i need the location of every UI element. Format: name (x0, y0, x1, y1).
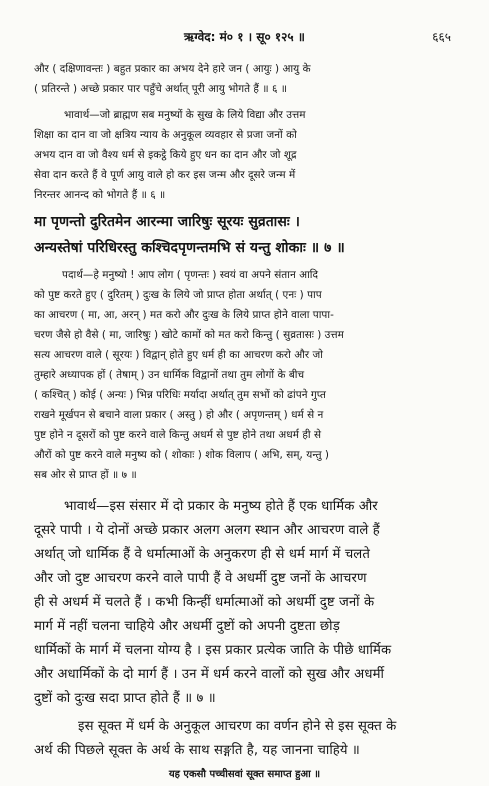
text-line: तुम्हारे अध्यापक हों ( तेषाम् ) उन धार्मिक विद्वानों तथा तुम लोगों के बीच (34, 369, 305, 381)
text-line: ( प्रतिरन्ते ) अच्छे प्रकार पार पहुँचे अर्थात् पूरी आयु भोगते हैं ॥ ६ ॥ (34, 83, 288, 95)
text-line: दुष्टों को दुःख सदा प्राप्त होते हैं ॥ ७ ॥ (34, 691, 216, 706)
text-line: का आचरण ( मा, आ, अरन् ) मत करो और दुःख के लिये प्राप्त होने वाला पापा- (34, 309, 334, 321)
running-header (0, 28, 489, 46)
text-line: अर्थात् जो धार्मिक हैं वे धर्मात्माओं के अनुकरण ही से धर्म मार्ग में चलते (34, 547, 370, 562)
text-line: और ( दक्षिणावन्तः ) बहुत प्रकार का अभय देने हारे जन ( आयुः ) आयु के (34, 63, 311, 75)
text-line: चरण जैसे हो वैसे ( मा, जारिषुः ) खोटे कामों को मत करो किन्तु ( सुव्रतासः ) उत्तम (34, 329, 344, 341)
text-line: दूसरे पापी । ये दोनों अच्छे प्रकार अलग अलग स्थान और आचरण वाले हैं (34, 523, 380, 538)
text-line: और जो दुष्ट आचरण करने वाले पापी हैं वे अधर्मी दुष्ट जनों के आचरण (34, 571, 367, 586)
text-line: को पुष्ट करते हुए ( दुरितम् ) दुःख के लिये जो प्राप्त होता अर्थात् ( एनः ) पाप (34, 289, 322, 301)
text-line: सेवा दान करते हैं वे पूर्ण आयु वाले हो कर इस जन्म और दूसरे जन्म में (34, 169, 296, 181)
padarth-heading-line: पदार्थ—हे मनुष्यो ! आप लोग ( पृणन्तः ) स्वयं वा अपने संतान आदि (62, 269, 319, 281)
page-number: ६६५ (432, 30, 451, 44)
text-line: ( कश्चित् ) कोई ( अन्यः ) भिन्न परिधिः मर्यादा अर्थात् तुम सभों को ढांपने गुप्त (34, 389, 326, 401)
text-line: अभय दान वा जो वैश्य धर्म से इकट्ठे किये हुए धन का दान और जो शूद्र (34, 149, 297, 161)
bhavarth-heading-line: भावार्थ—जो ब्राह्मण सब मनुष्यों के सुख के लिये विद्या और उत्तम (64, 109, 306, 121)
text-line: पुष्ट होने न दूसरों को पुष्ट करने वाले किन्तु अधर्म से पुष्ट होने तथा अधर्म ही से (34, 429, 322, 441)
text-line: मार्ग में नहीं चलना चाहिये और अधर्मी दुष्टों को अपनी दुष्टता छोड़ (34, 619, 340, 634)
mantra-line-1: मा पृणन्तो दुरितमेन आरन्मा जारिषुः सूरयः सुव्रतासः । (34, 214, 300, 230)
text-line: राखने मूर्खपन से बचाने वाला प्रकार ( अस्तु ) हो और ( अपृणन्तम् ) धर्म से न (34, 409, 324, 421)
text-line: सत्य आचरण वाले ( सूरयः ) विद्वान् होते हुए धर्म ही का आचरण करो और जो (34, 349, 324, 361)
text-line: शिक्षा का दान वा जो क्षत्रिय न्याय के अनुकूल व्यवहार से प्रजा जनों को (34, 129, 297, 141)
text-line: और अधार्मिकों के दो मार्ग हैं । उन में धर्म करने वालों को सुख और अधर्मी (34, 667, 384, 682)
text-line: इस सूक्त में धर्म के अनुकूल आचरण का वर्णन होने से इस सूक्त के (78, 719, 397, 734)
text-line: ही से अधर्म में चलते हैं । कभी किन्हीं धर्मात्माओं को अधर्मी दुष्ट जनों के (34, 595, 375, 610)
text-line: औरों को पुष्ट करने वाले मनुष्य को ( शोकाः ) शोक विलाप ( अभि, सम्, यन्तु ) (34, 449, 329, 461)
mantra-line-2: अन्यस्तेषां परिधिरस्तु कश्चिदपृणन्तमभि सं यन्तु शोकाः ॥ ७ ॥ (34, 240, 345, 256)
text-line: अर्थ की पिछले सूक्त के अर्थ के साथ सङ्गति है, यह जानना चाहिये ॥ (34, 743, 360, 758)
text-line: निरन्तर आनन्द को भोगते हैं ॥ ६ ॥ (34, 189, 166, 201)
text-line: सब ओर से प्राप्त हों ॥ ७ ॥ (34, 469, 137, 481)
header-title: ऋग्वेद: मं० १ । सू० १२५ ॥ (184, 30, 305, 44)
text-line: धार्मिकों के मार्ग में चलना योग्य है । इस प्रकार प्रत्येक जाति के पीछे धार्मिक (34, 643, 392, 658)
sukta-end-line: यह एकसौ पच्चीसवां सूक्त समाप्त हुआ ॥ (168, 769, 321, 780)
bhavarth-heading-line: भावार्थ—इस संसार में दो प्रकार के मनुष्य होते हैं एक धार्मिक और (64, 499, 378, 514)
